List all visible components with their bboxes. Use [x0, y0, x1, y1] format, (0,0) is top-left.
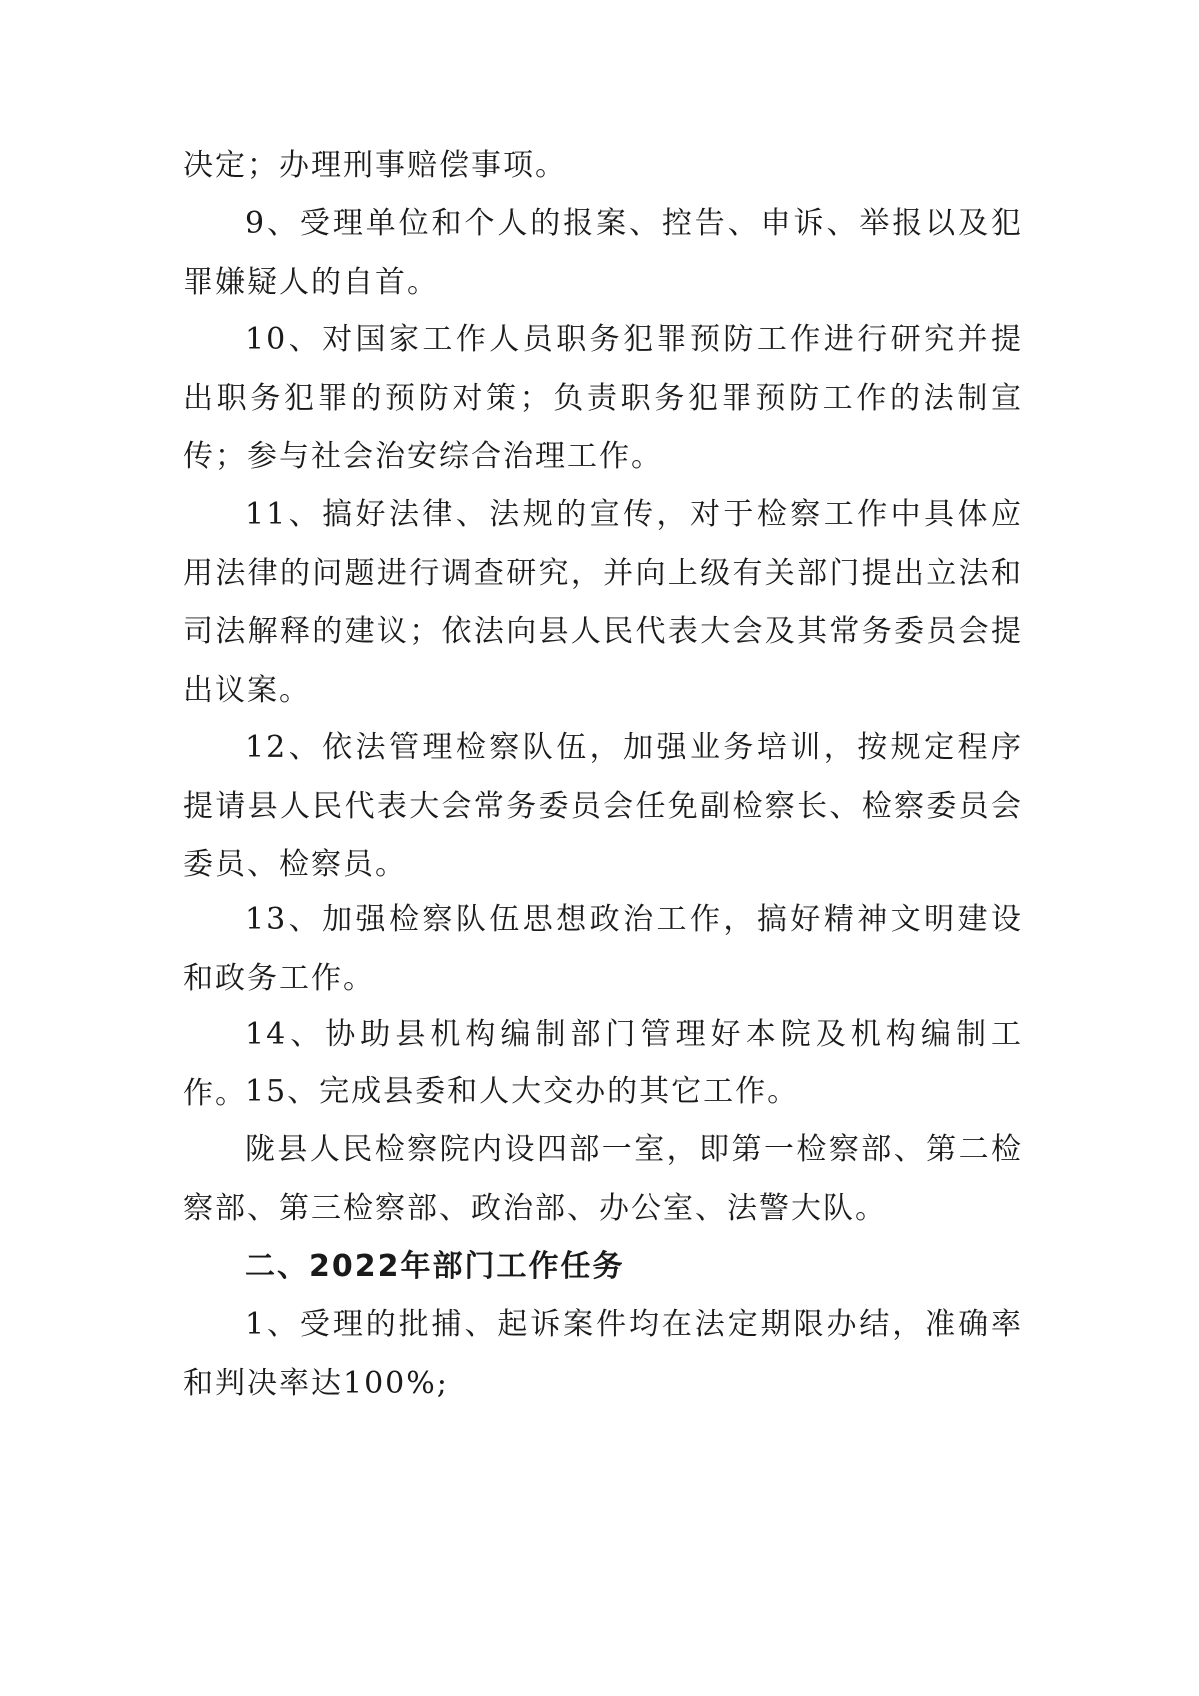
paragraph-item-14: 14、协助县机构编制部门管理好本院及机构编制工作。 — [183, 1017, 1023, 1111]
paragraph-item-13: 13、加强检察队伍思想政治工作，搞好精神文明建设和政务工作。 — [183, 902, 1023, 996]
paragraph-continuation: 决定；办理刑事赔偿事项。 — [183, 148, 567, 183]
paragraph-item-9: 9、受理单位和个人的报案、控告、申诉、举报以及犯罪嫌疑人的自首。 — [183, 206, 1023, 300]
paragraph-item-15: 15、完成县委和人大交办的其它工作。 — [245, 1074, 800, 1109]
paragraph-item-10: 10、对国家工作人员职务犯罪预防工作进行研究并提出职务犯罪的预防对策；负责职务犯罪预防工作的法制宣传；参与社会治安综合治理工作。 — [183, 322, 1023, 474]
paragraph-task-1: 1、受理的批捕、起诉案件均在法定期限办结，准确率和判决率达100%; — [183, 1307, 1023, 1401]
paragraph-departments: 陇县人民检察院内设四部一室，即第一检察部、第二检察部、第三检察部、政治部、办公室、法警大队。 — [183, 1132, 1023, 1226]
paragraph-item-12: 12、依法管理检察队伍，加强业务培训，按规定程序提请县人民代表大会常务委员会任免副检察长、检察委员会委员、检察员。 — [183, 730, 1023, 882]
paragraph-item-11: 11、搞好法律、法规的宣传，对于检察工作中具体应用法律的问题进行调查研究，并向上级有关部门提出立法和司法解释的建议；依法向县人民代表大会及其常务委员会提出议案。 — [183, 497, 1023, 708]
section-heading: 二、2022年部门工作任务 — [245, 1249, 625, 1284]
